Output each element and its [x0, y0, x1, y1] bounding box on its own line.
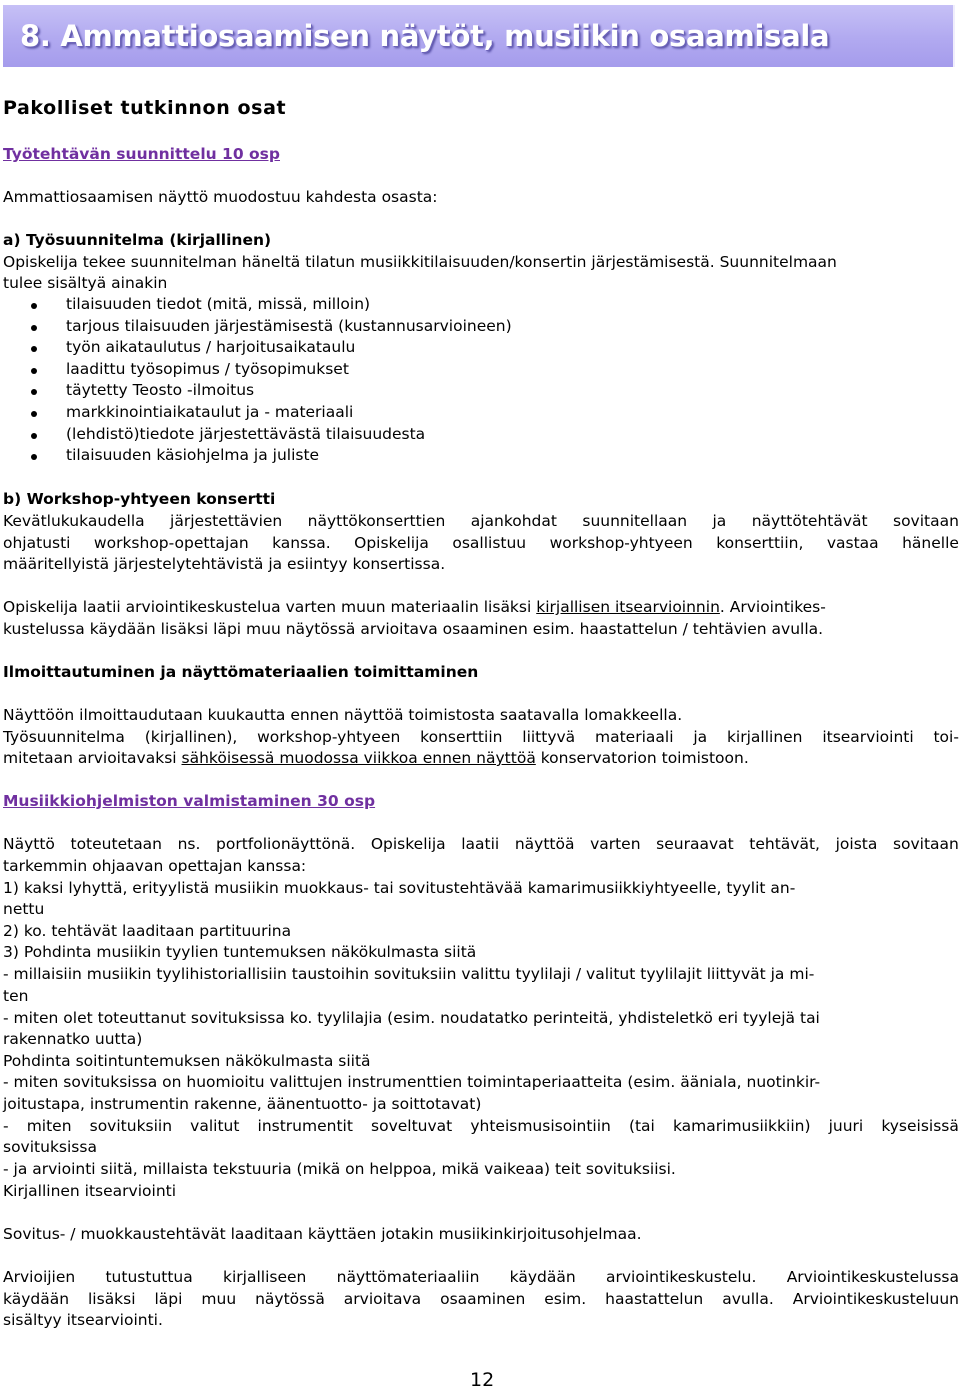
software-note: Sovitus- / muokkaustehtävät laaditaan käyttäen jotakin musiikinkirjoitusohjelmaa. [3, 1225, 642, 1243]
part2-line: tarkemmin ohjaavan opettajan kanssa: [3, 857, 307, 875]
part1-title-link[interactable]: Työtehtävän suunnittelu 10 osp [3, 145, 280, 163]
bullet-icon [31, 411, 37, 417]
part2-line: Pohdinta soitintuntemuksen näkökulmasta siitä [3, 1052, 371, 1070]
bullet-icon [31, 368, 37, 374]
subheading-a: a) Työsuunnitelma (kirjallinen) [3, 231, 272, 249]
bullet-icon [31, 303, 37, 309]
bullet-icon [31, 389, 37, 395]
bullet-icon [31, 454, 37, 460]
part2-line: joitustapa, instrumentin rakenne, äänentuotto- ja soittotavat) [3, 1095, 482, 1113]
list-item: markkinointiaikataulut ja - materiaali [0, 402, 512, 424]
registration-heading: Ilmoittautuminen ja näyttömateriaalien toimittaminen [3, 663, 479, 681]
part2-line: Kirjallinen itsearviointi [3, 1182, 177, 1200]
registration-line2: Työsuunnitelma (kirjallinen), workshop-yhtyeen konserttiin liittyvä materiaali ja kirjallinen itsearviointi toi- [3, 728, 959, 746]
list-item: työn aikataulutus / harjoitusaikataulu [0, 337, 512, 359]
self-assessment-link[interactable]: kirjallisen itsearvioinnin [536, 598, 720, 616]
part2-line: - ja arviointi siitä, millaista tekstuuria (mikä on helppoa, mikä vaikeaa) teit sovituksiisi. [3, 1160, 676, 1178]
page-number: 12 [470, 1369, 495, 1391]
evaluation-line1: Opiskelija laatii arviointikeskustelua varten muun materiaalin lisäksi kirjallisen itsearvioinnin. Arviointikes- [3, 598, 826, 616]
list-item: tilaisuuden tiedot (mitä, missä, milloin) [0, 294, 512, 316]
chapter-title: 8. Ammattiosaamisen näytöt, musiikin osaamisala [20, 19, 830, 53]
subheading-b: b) Workshop-yhtyeen konsertti [3, 490, 276, 508]
paragraph-b-line3: määritellyistä järjestelytehtävistä ja esiintyy konsertissa. [3, 555, 446, 573]
list-item: tarjous tilaisuuden järjestämisestä (kustannusarvioineen) [0, 316, 512, 338]
part1-intro: Ammattiosaamisen näyttö muodostuu kahdesta osasta: [3, 188, 438, 206]
final-line2: käydään lisäksi läpi muu näytössä arvioitava osaaminen esim. haastattelun avulla. Arviointikeskusteluun [3, 1290, 959, 1308]
chapter-banner [3, 5, 955, 67]
part2-title-link[interactable]: Musiikkiohjelmiston valmistaminen 30 osp [3, 792, 376, 810]
list-item: täytetty Teosto -ilmoitus [0, 380, 512, 402]
part2-line: - miten sovituksissa on huomioitu valittujen instrumenttien toimintaperiaatteita (esim. ääniala, nuotinkir- [3, 1073, 821, 1091]
deadline-link[interactable]: sähköisessä muodossa viikkoa ennen näyttöä [181, 749, 536, 767]
paragraph-a-line2: tulee sisältyä ainakin [3, 274, 168, 292]
part2-line: 1) kaksi lyhyttä, erityylistä musiikin muokkaus- tai sovitustehtävää kamarimusiikkiyhtyeelle, tyylit an- [3, 879, 796, 897]
bullet-icon [31, 433, 37, 439]
list-item: laadittu työsopimus / työsopimukset [0, 359, 512, 381]
part2-line: Näyttö toteutetaan ns. portfolionäyttönä. Opiskelija laatii näyttöä varten seuraavat tehtävät, joista sovitaan [3, 835, 959, 853]
part2-line: rakennatko uutta) [3, 1030, 143, 1048]
part2-line: sovituksissa [3, 1138, 97, 1156]
requirements-list [0, 294, 512, 467]
part2-line: 3) Pohdinta musiikin tyylien tuntemuksen näkökulmasta siitä [3, 943, 477, 961]
part2-line: 2) ko. tehtävät laaditaan partituurina [3, 922, 292, 940]
evaluation-line2: kustelussa käydään lisäksi läpi muu näytössä arvioitava osaaminen esim. haastattelun / tehtävien avulla. [3, 620, 824, 638]
list-item: tilaisuuden käsiohjelma ja juliste [0, 445, 512, 467]
part2-line: nettu [3, 900, 45, 918]
registration-line3: mitetaan arvioitavaksi sähköisessä muodossa viikkoa ennen näyttöä konservatorion toimistoon. [3, 749, 749, 767]
paragraph-a-line1: Opiskelija tekee suunnitelman häneltä tilatun musiikkitilaisuuden/konsertin järjestämisestä. Suunnitelmaan [3, 253, 837, 271]
section-heading: Pakolliset tutkinnon osat [3, 97, 287, 119]
paragraph-b-line2: ohjatusti workshop-opettajan kanssa. Opiskelija osallistuu workshop-yhtyeen konserttiin, vastaa hänelle [3, 534, 959, 552]
registration-line1: Näyttöön ilmoittaudutaan kuukautta ennen näyttöä toimistosta saatavalla lomakkeella. [3, 706, 683, 724]
bullet-icon [31, 346, 37, 352]
list-item: (lehdistö)tiedote järjestettävästä tilaisuudesta [0, 424, 512, 446]
part2-line: - miten olet toteuttanut sovituksissa ko. tyylilajia (esim. noudatatko perinteitä, yhdisteletkö eri tyylejä tai [3, 1009, 820, 1027]
part2-line: - miten sovituksiin valitut instrumentit soveltuvat yhteismusisointiin (tai kamarimusiikkiin) juuri kyseisissä [3, 1117, 959, 1135]
part2-line: - millaisiin musiikin tyylihistoriallisiin taustoihin sovituksiin valittu tyylilaji / valitut tyylilajit liittyvät ja mi- [3, 965, 815, 983]
part2-line: ten [3, 987, 29, 1005]
paragraph-b-line1: Kevätlukukaudella järjestettävien näyttökonserttien ajankohdat suunnitellaan ja näyttötehtävät sovitaan [3, 512, 959, 530]
final-line3: sisältyy itsearviointi. [3, 1311, 163, 1329]
final-line1: Arvioijien tutustuttua kirjalliseen näyttömateriaaliin käydään arviointikeskustelu. Arviointikeskustelussa [3, 1268, 959, 1286]
bullet-icon [31, 325, 37, 331]
